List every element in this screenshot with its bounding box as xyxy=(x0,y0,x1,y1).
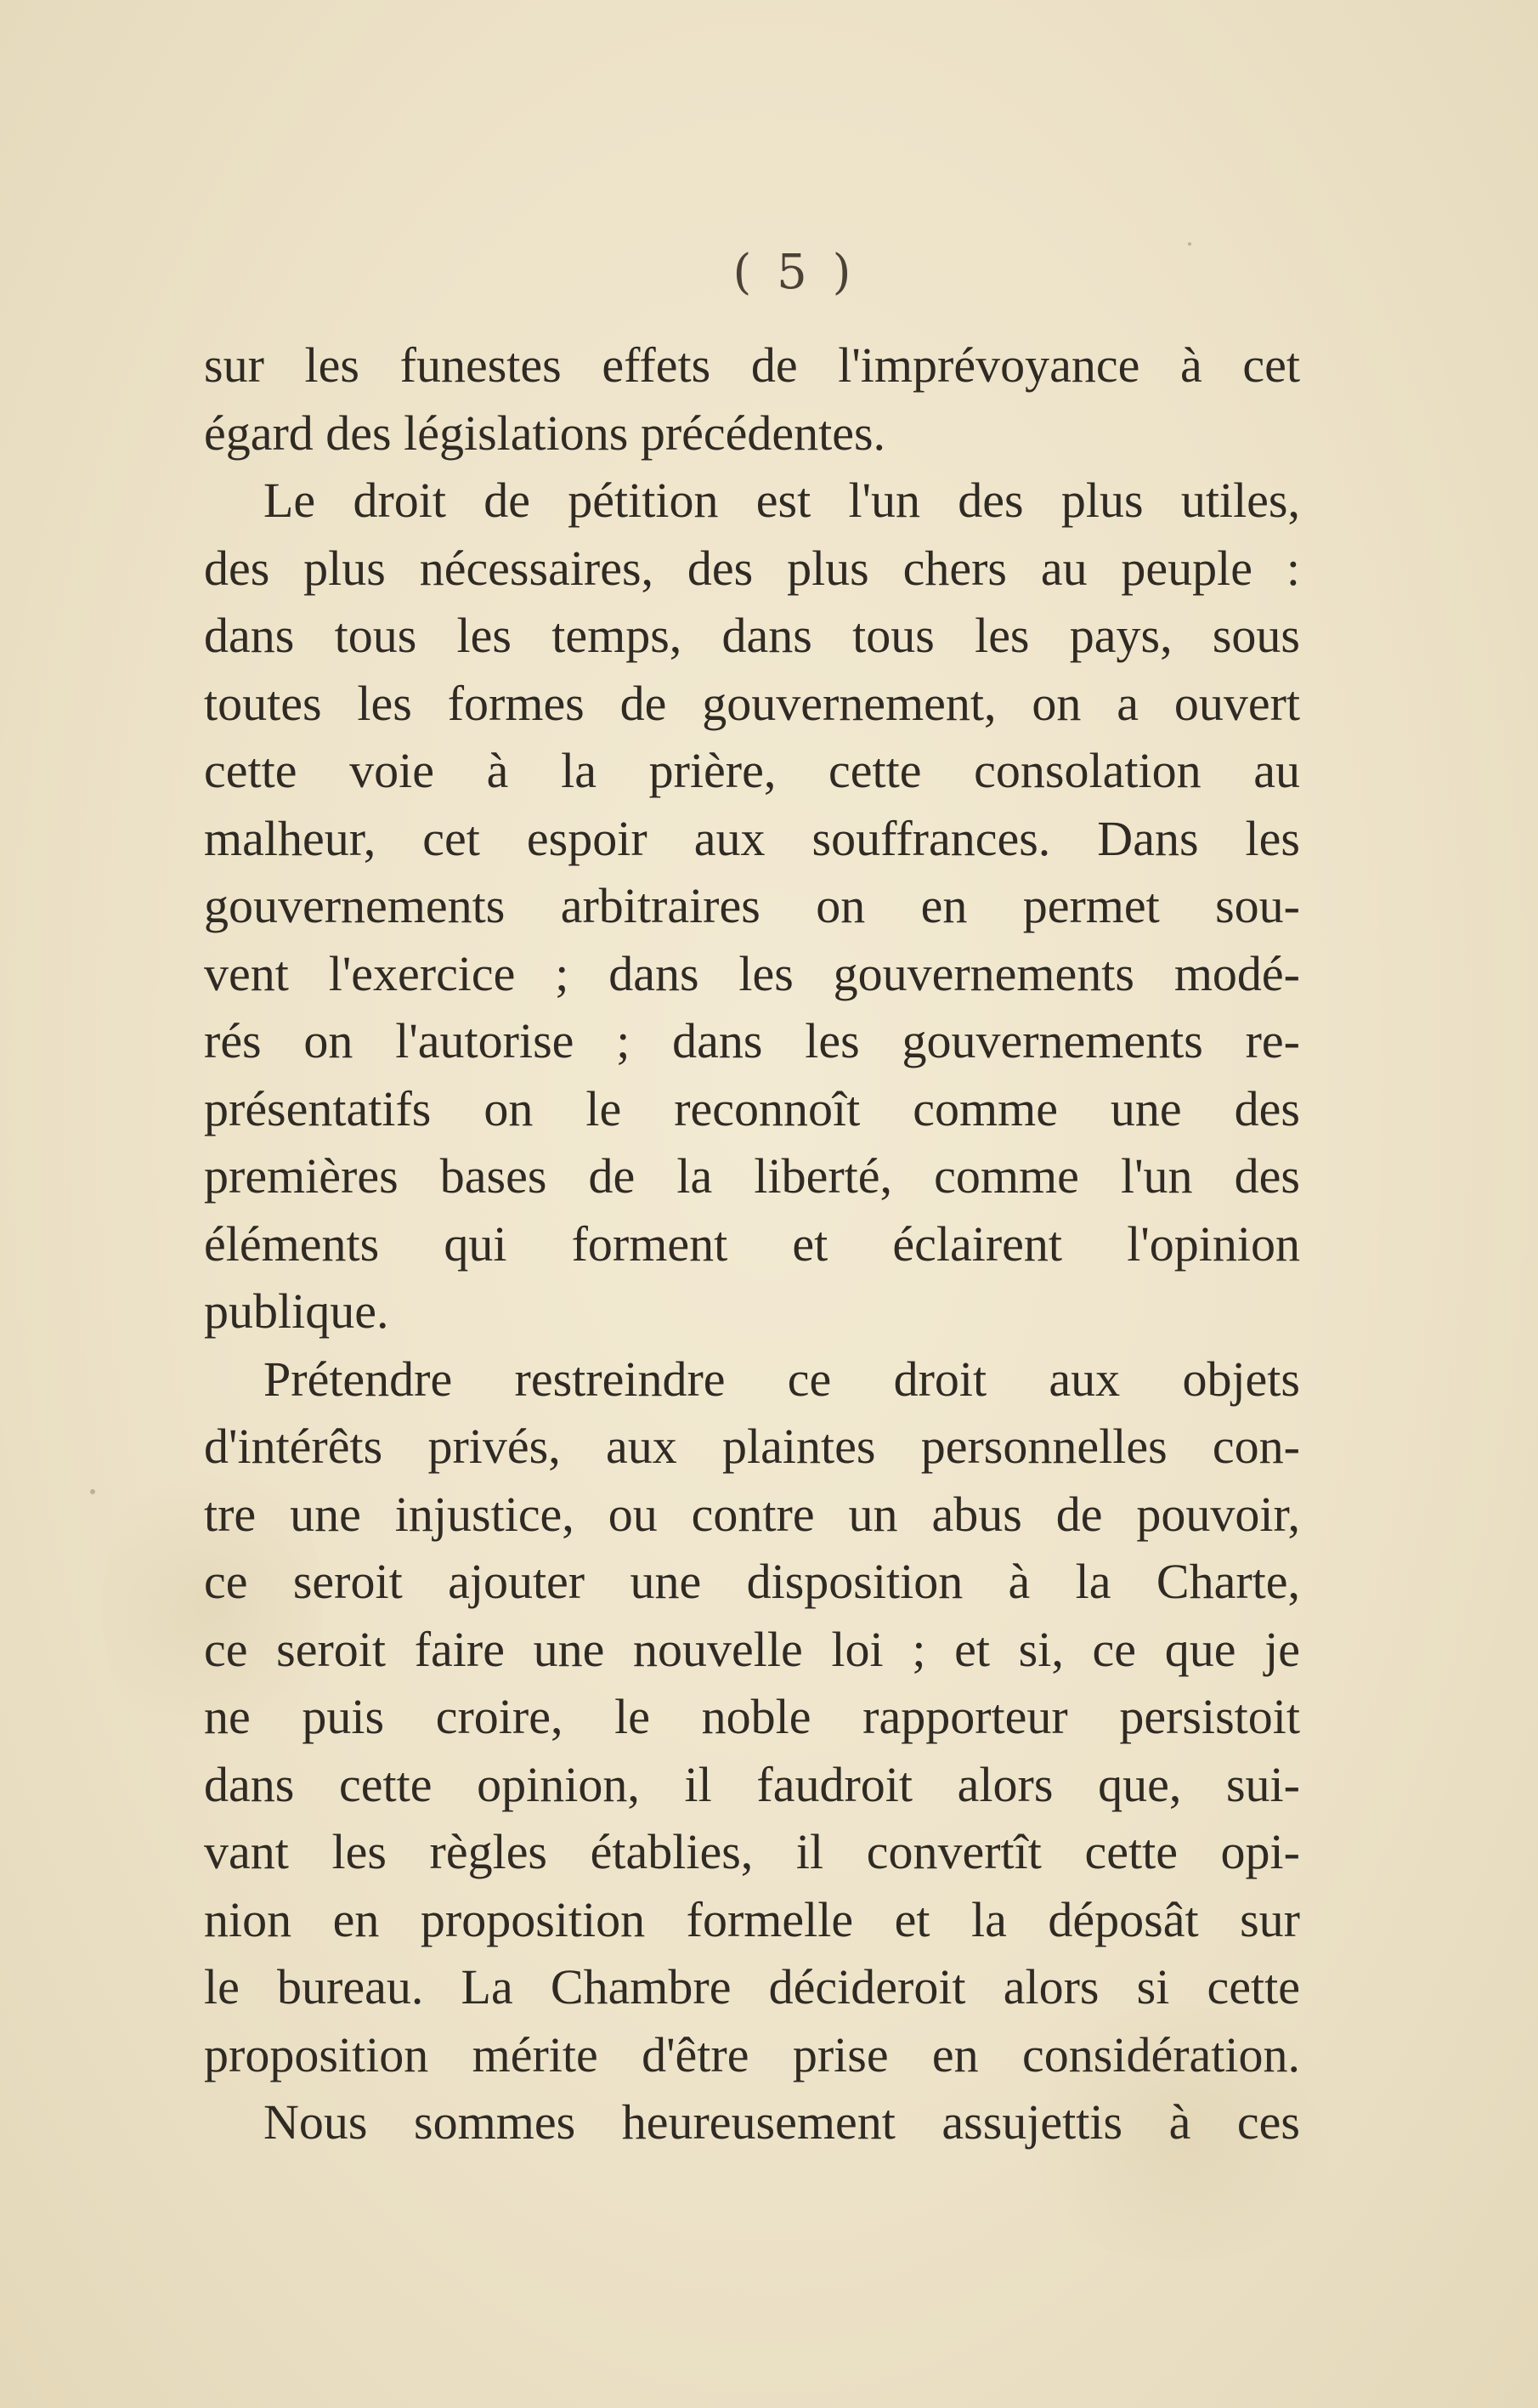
text-line: Nous sommes heureusement assujettis à ces xyxy=(263,2094,1300,2150)
text-line: rés on l'autorise ; dans les gouvernements re- xyxy=(204,1013,1300,1068)
text-line: cette voie à la prière, cette consolation au xyxy=(204,743,1300,798)
paper-speck xyxy=(90,1489,95,1494)
text-line: proposition mérite d'être prise en considération. xyxy=(204,2026,1300,2082)
text-line: d'intérêts privés, aux plaintes personnelles con- xyxy=(204,1419,1300,1474)
text-line: éléments qui forment et éclairent l'opinion xyxy=(204,1215,1300,1272)
text-line: vent l'exercice ; dans les gouvernements modé- xyxy=(204,945,1300,1001)
text-line: ce seroit faire une nouvelle loi ; et si, ce que je xyxy=(204,1621,1300,1677)
text-line: ne puis croire, le noble rapporteur persistoit xyxy=(204,1689,1300,1744)
text-line: des plus nécessaires, des plus chers au peuple : xyxy=(204,540,1300,596)
text-line: vant les règles établies, il convertît cette opi- xyxy=(204,1824,1300,1879)
text-line: égard des législations précédentes. xyxy=(204,405,886,461)
text-line: malheur, cet espoir aux souffrances. Dans les xyxy=(204,810,1300,866)
text-line: publique. xyxy=(204,1283,389,1339)
text-line: gouvernements arbitraires on en permet sou- xyxy=(204,878,1300,933)
text-line: présentatifs on le reconnoît comme une des xyxy=(204,1080,1300,1136)
text-line: nion en proposition formelle et la déposât sur xyxy=(204,1891,1300,1947)
text-line: premières bases de la liberté, comme l'un des xyxy=(204,1148,1300,1204)
page-number: ( 5 ) xyxy=(732,245,857,300)
text-line: ce seroit ajouter une disposition à la Charte, xyxy=(204,1554,1300,1609)
text-line: Le droit de pétition est l'un des plus utiles, xyxy=(263,473,1300,528)
text-line: dans cette opinion, il faudroit alors que, sui- xyxy=(204,1756,1300,1812)
text-line: tre une injustice, ou contre un abus de pouvoir, xyxy=(204,1486,1300,1542)
text-line: dans tous les temps, dans tous les pays, sous xyxy=(204,608,1300,663)
text-line: toutes les formes de gouvernement, on a ouvert xyxy=(204,675,1300,731)
text-line: sur les funestes effets de l'imprévoyance à cet xyxy=(204,337,1300,393)
text-line: Prétendre restreindre ce droit aux objets xyxy=(263,1351,1300,1407)
text-line: le bureau. La Chambre décideroit alors si cette xyxy=(204,1959,1300,2014)
body-text xyxy=(204,331,1300,2156)
